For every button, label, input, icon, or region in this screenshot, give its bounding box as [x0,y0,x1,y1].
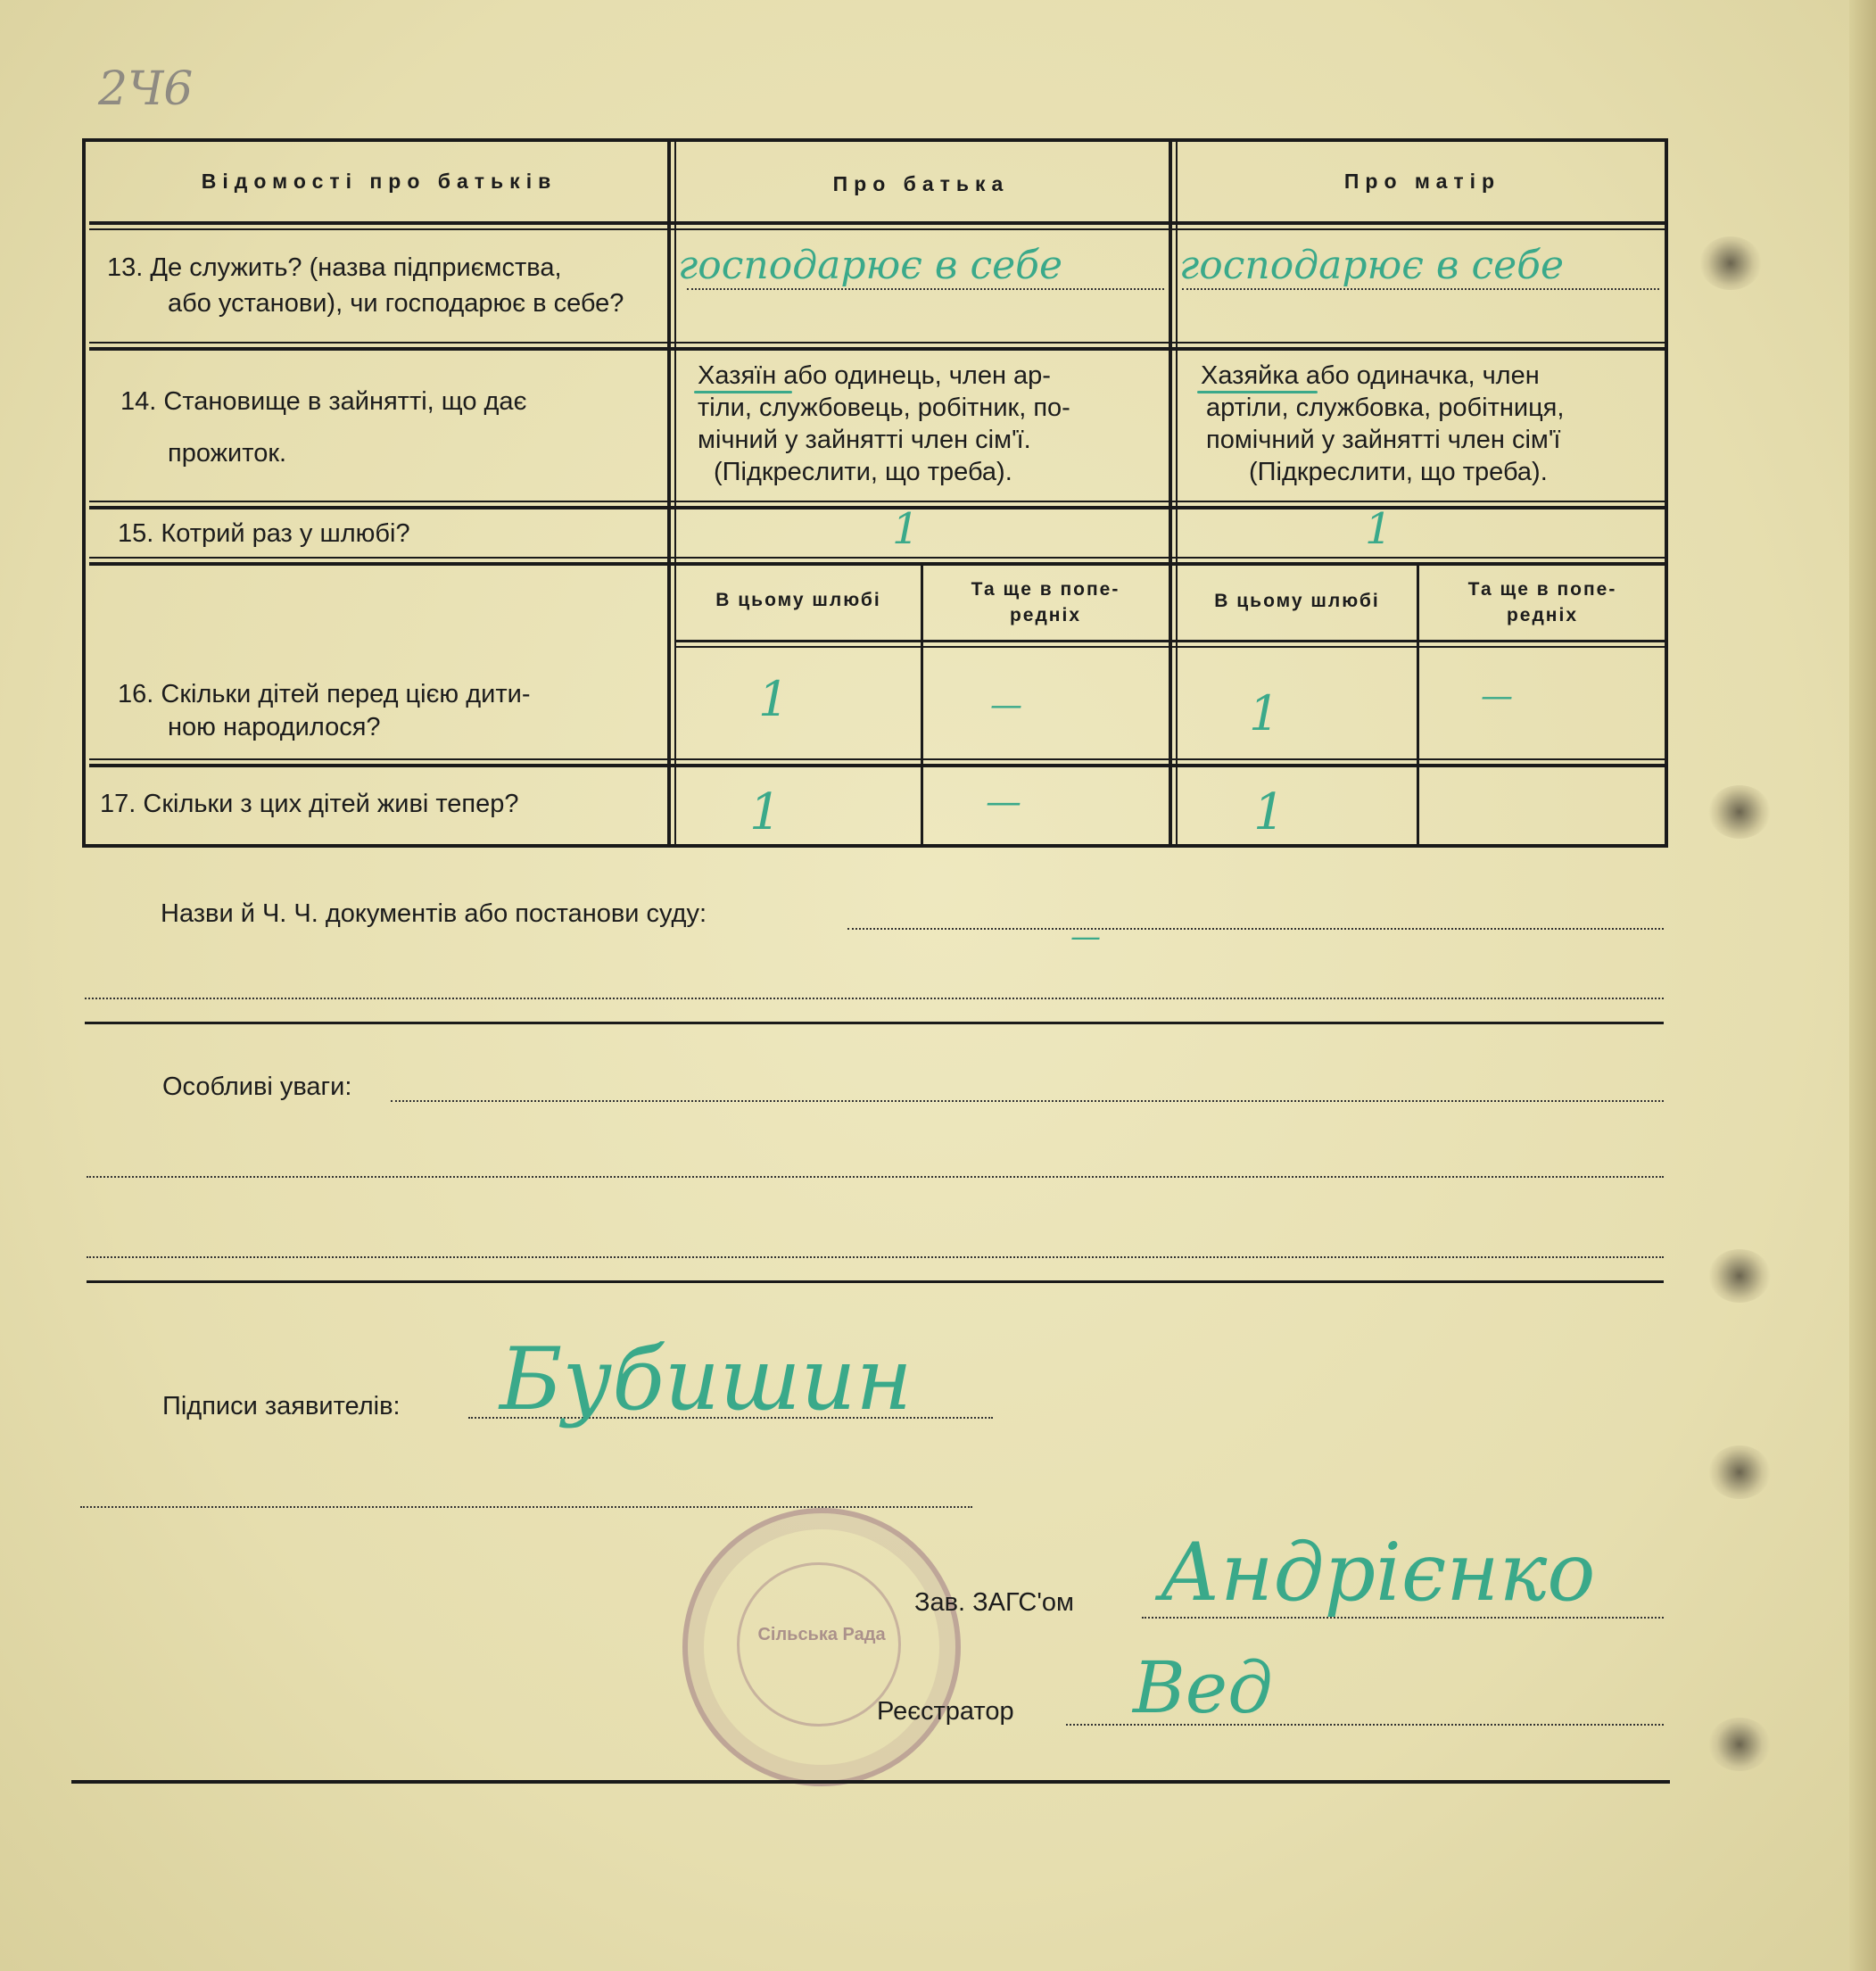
row16-father-this-value: 1 [758,671,789,727]
row13-mother-value: господарює в себе [1179,243,1565,288]
page-edge [1849,0,1876,1971]
registrar-label: Реєстратор [877,1697,1014,1726]
subheader-mother-previous-line2: редніх [1506,605,1579,625]
row16-mother-prev-value: — [1481,678,1513,715]
row14-mother-line1: Хазяйка або одиначка, член [1201,361,1540,390]
row15-father-value: 1 [892,504,920,554]
remarks-line-2 [87,1176,1664,1178]
row14-label-line2: прожиток. [168,439,287,468]
punch-hole [1699,236,1762,290]
row14-father-line1: Хазяїн або одинець, член ар- [698,361,1051,390]
row17-mother-this-value: 1 [1253,783,1285,841]
stamp-text: Сільська Рада [757,1625,886,1644]
subheader-mother-this-marriage: В цьому шлюбі [1214,591,1380,611]
row13-label-line1: 13. Де служить? (назва підприємства, [107,253,562,282]
row14-mother-line3: помічний у зайнятті член сім'ї [1206,426,1561,454]
row14-father-line4: (Підкреслити, що треба). [714,458,1012,486]
row13-label-line2: або установи), чи господарює в себе? [168,289,624,318]
documents-value: — [1070,919,1101,955]
punch-hole [1708,1445,1771,1499]
subheader-father-previous-line1: Та ще в попе- [971,579,1120,600]
bottom-divider [71,1780,1670,1784]
row14-father-line3: мічний у зайнятті член сім'ї. [698,426,1031,454]
applicants-signature-line-2 [80,1506,972,1508]
head-of-registry-label: Зав. ЗАГС'ом [914,1588,1074,1617]
row14-mother-line4: (Підкреслити, що треба). [1249,458,1548,486]
section-divider [85,1022,1664,1024]
corner-archive-mark: 2Ч6 [98,62,194,116]
documents-label: Назви й Ч. Ч. документів або постанови суду: [161,899,707,928]
remarks-field-line [391,1100,1664,1102]
header-father: Про батька [832,172,1010,195]
header-mother: Про матір [1343,170,1501,193]
row14-label-line1: 14. Становище в зайнятті, що дає [120,387,527,416]
row14-mother-line2: артіли, службовка, робітниця, [1206,393,1565,422]
subheader-father-this-marriage: В цьому шлюбі [715,590,881,610]
applicants-signature-label: Підписи заявителів: [162,1392,401,1420]
row16-label-line1: 16. Скільки дітей перед цією дити- [118,680,531,708]
header-parents-info: Відомості про батьків [201,170,558,193]
remarks-line-3 [87,1256,1664,1258]
applicant-signature: Бубишин [500,1329,913,1429]
row17-father-this-value: 1 [749,783,781,841]
row17-label: 17. Скільки з цих дітей живі тепер? [100,790,519,818]
row14-father-line2: тіли, службовець, робітник, по- [698,393,1070,422]
official-stamp [682,1508,961,1786]
subheader-father-previous-line2: редніх [1009,605,1082,625]
punch-hole [1708,1249,1771,1303]
row16-father-prev-value: — [990,687,1022,724]
registrar-signature: Вед [1133,1646,1273,1729]
underline-mark [694,391,792,393]
underline-mark [1197,391,1318,393]
row13-father-value: господарює в себе [678,243,1063,288]
row16-label-line2: ною народилося? [168,713,381,741]
row16-mother-this-value: 1 [1249,685,1280,741]
documents-second-line [85,998,1664,999]
punch-hole [1708,1718,1771,1771]
row17-father-prev-value: — [986,782,1021,823]
punch-hole [1708,785,1771,839]
remarks-label: Особливі уваги: [162,1072,352,1101]
subheader-mother-previous-line1: Та ще в попе- [1467,579,1617,600]
section-divider [87,1280,1664,1283]
documents-field-line [847,928,1664,930]
row15-mother-value: 1 [1365,504,1393,554]
head-of-registry-signature: Андрієнко [1160,1526,1596,1619]
row15-label: 15. Котрий раз у шлюбі? [118,519,410,548]
